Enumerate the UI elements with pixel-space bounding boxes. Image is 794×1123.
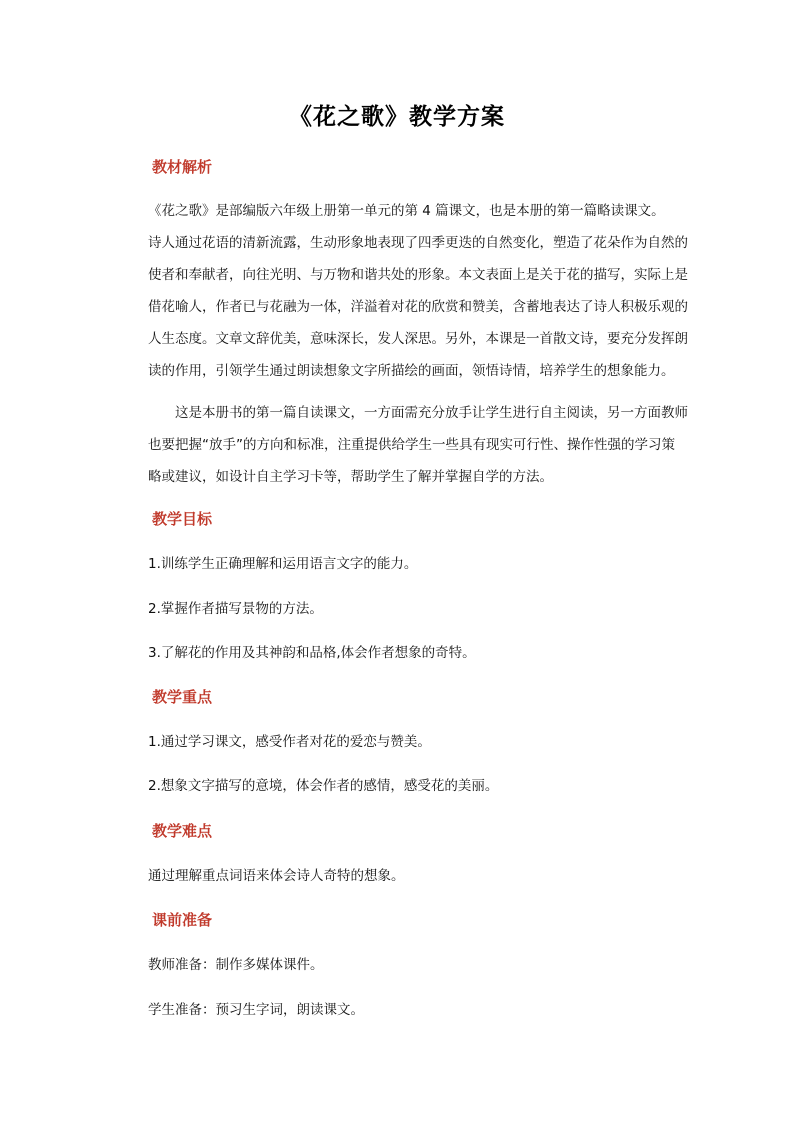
analysis-p2-line-2: 也要把握“放手”的方向和标准，注重提供给学生一些具有现实可行性、操作性强的学习策 <box>148 437 675 453</box>
analysis-p1-line-5: 人生态度。文章文辞优美，意味深长，发人深思。另外，本课是一首散文诗，要充分发挥朗 <box>148 331 688 347</box>
analysis-p1-line-6: 读的作用，引领学生通过朗读想象文字所描绘的画面，领悟诗情，培养学生的想象能力。 <box>148 363 675 379</box>
heading-key-points: 教学重点 <box>152 688 213 706</box>
difficulty-text: 通过理解重点词语来体会诗人奇特的想象。 <box>148 868 405 884</box>
key-point-item-1: 1.通过学习课文，感受作者对花的爱恋与赞美。 <box>148 734 431 750</box>
student-preparation: 学生准备：预习生字词，朗读课文。 <box>148 1002 364 1018</box>
analysis-p1-line-4: 借花喻人，作者已与花融为一体，洋溢着对花的欣赏和赞美，含蓄地表达了诗人积极乐观的 <box>148 299 688 315</box>
page-title: 《花之歌》教学方案 <box>289 103 505 130</box>
goal-item-1: 1.训练学生正确理解和运用语言文字的能力。 <box>148 556 418 572</box>
goal-item-3: 3.了解花的作用及其神韵和品格,体会作者想象的奇特。 <box>148 645 476 661</box>
heading-preparation: 课前准备 <box>152 911 213 929</box>
analysis-paragraph-2 <box>148 397 688 493</box>
key-point-item-2: 2.想象文字描写的意境，体会作者的感情，感受花的美丽。 <box>148 778 499 794</box>
analysis-p2-line-1: 这是本册书的第一篇自读课文，一方面需充分放手让学生进行自主阅读，另一方面教师 <box>175 405 688 421</box>
analysis-p1-line-1: 《花之歌》是部编版六年级上册第一单元的第 4 篇课文，也是本册的第一篇略读课文。 <box>148 203 665 219</box>
heading-analysis: 教材解析 <box>152 158 213 176</box>
analysis-p2-line-3: 略或建议，如设计自主学习卡等，帮助学生了解并掌握自学的方法。 <box>148 469 553 485</box>
heading-difficulties: 教学难点 <box>152 822 213 840</box>
analysis-paragraph-1 <box>148 195 688 387</box>
goal-item-2: 2.掌握作者描写景物的方法。 <box>148 601 323 617</box>
analysis-p1-line-3: 使者和奉献者，向往光明、与万物和谐共处的形象。本文表面上是关于花的描写，实际上是 <box>148 267 688 283</box>
analysis-p1-line-2: 诗人通过花语的清新流露，生动形象地表现了四季更迭的自然变化，塑造了花朵作为自然的 <box>148 235 688 251</box>
teacher-preparation: 教师准备：制作多媒体课件。 <box>148 957 324 973</box>
heading-goals: 教学目标 <box>152 510 213 528</box>
